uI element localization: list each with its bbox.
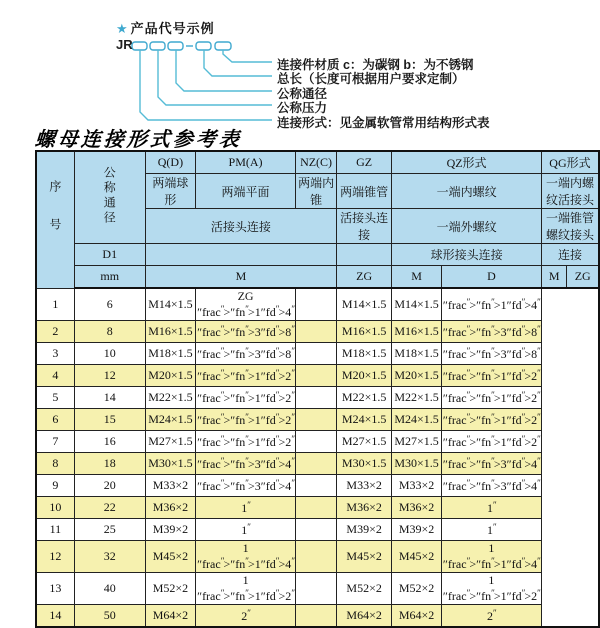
serial-cell: 4 xyxy=(36,365,74,387)
gz-thread-cell: 2″ xyxy=(196,605,296,628)
header-qz-connect: 球形接头连接 xyxy=(392,244,542,266)
qg-m-cell: M16×1.5 xyxy=(392,321,442,343)
dn-cell: 10 xyxy=(74,343,145,365)
serial-cell: 12 xyxy=(36,541,74,573)
serial-cell: 7 xyxy=(36,431,74,453)
gz-thread-cell: ″frac″>″fn″>3″fd″>8″ xyxy=(196,321,296,343)
header-thread-zg2: ZG xyxy=(567,266,599,289)
m-thread-cell: M22×1.5 xyxy=(145,387,195,409)
qz-d-cell: M30×1.5 xyxy=(337,453,392,475)
qg-zg-cell: ″frac″>″fn″>1″fd″>2″ xyxy=(441,409,541,431)
m-thread-cell: M64×2 xyxy=(145,605,195,628)
code-box-5 xyxy=(215,42,231,50)
label-nominal-pressure: 公称压力 xyxy=(277,101,328,115)
gz-thread-cell: 1 ″frac″>″fn″>1″fd″>2″ xyxy=(197,573,295,603)
qz-m-cell xyxy=(296,605,337,628)
header-nzc-desc: 两端内锥 xyxy=(296,174,337,209)
header-union-connect-2: 活接头连接 xyxy=(337,209,392,244)
header-group-qd: Q(D) xyxy=(145,151,195,174)
gz-thread-cell: ″frac″>″fn″>1″fd″>2″ xyxy=(196,431,296,453)
qg-m-cell: M24×1.5 xyxy=(392,409,442,431)
table-row xyxy=(36,519,599,541)
header-thread-m3: M xyxy=(541,266,567,289)
serial-cell: 2 xyxy=(36,321,74,343)
table-body xyxy=(36,288,599,627)
dn-cell: 18 xyxy=(74,453,145,475)
label-connector-material: 连接件材质 c：为碳钢 b：为不锈钢 xyxy=(277,58,474,72)
qz-m-cell xyxy=(296,573,337,605)
m-thread-cell: M39×2 xyxy=(145,519,195,541)
dn-cell: 32 xyxy=(74,541,145,573)
header-qg-desc2: 一端锥管螺纹接头 xyxy=(541,209,599,244)
header-group-gz: GZ xyxy=(337,151,392,174)
header-d1: D1 xyxy=(74,244,145,266)
serial-cell: 5 xyxy=(36,387,74,409)
code-box-4 xyxy=(196,42,211,50)
dn-cell: 6 xyxy=(74,288,145,321)
header-thread-m1: M xyxy=(145,266,336,289)
dn-cell: 25 xyxy=(74,519,145,541)
qg-zg-cell: ″frac″>″fn″>1″fd″>2″ xyxy=(441,431,541,453)
serial-cell: 11 xyxy=(36,519,74,541)
header-group-qz: QZ形式 xyxy=(392,151,542,174)
header-group-pma: PM(A) xyxy=(196,151,296,174)
header-qz-desc2: 一端外螺纹 xyxy=(392,209,542,244)
table-row xyxy=(36,288,599,321)
table-row xyxy=(36,321,599,343)
table-row xyxy=(36,541,599,573)
serial-cell: 14 xyxy=(36,605,74,628)
qz-m-cell xyxy=(296,541,337,573)
serial-cell: 13 xyxy=(36,573,74,605)
qg-zg-cell: ″frac″>″fn″>1″fd″>2″ xyxy=(441,365,541,387)
header-empty-2 xyxy=(337,244,392,266)
table-row xyxy=(36,475,599,497)
qz-d-cell: M16×1.5 xyxy=(337,321,392,343)
qg-zg-cell: ″frac″>″fn″>3″fd″>8″ xyxy=(441,321,541,343)
qz-d-cell: M52×2 xyxy=(337,573,392,605)
serial-cell: 3 xyxy=(36,343,74,365)
m-thread-cell: M27×1.5 xyxy=(145,431,195,453)
qg-m-cell: M27×1.5 xyxy=(392,431,442,453)
product-code-heading-text: 产品代号示例 xyxy=(130,21,215,36)
table-row xyxy=(36,365,599,387)
m-thread-cell: M33×2 xyxy=(145,475,195,497)
header-qd-desc: 两端球形 xyxy=(145,174,195,209)
qz-d-cell: M24×1.5 xyxy=(337,409,392,431)
qg-m-cell: M20×1.5 xyxy=(392,365,442,387)
header-pma-desc: 两端平面 xyxy=(196,174,296,209)
header-thread-m2: M xyxy=(392,266,442,289)
gz-thread-cell: 1″ xyxy=(196,497,296,519)
header-nominal-diameter: 公称通径 xyxy=(74,151,145,244)
table-row xyxy=(36,605,599,628)
qg-zg-cell: ″frac″>″fn″>3″fd″>4″ xyxy=(441,475,541,497)
gz-thread-cell: ″frac″>″fn″>3″fd″>4″ xyxy=(196,453,296,475)
header-qg-desc: 一端内螺纹活接头 xyxy=(541,174,599,209)
label-nominal-diameter: 公称通径 xyxy=(277,87,328,101)
qg-m-cell: M18×1.5 xyxy=(392,343,442,365)
table-row xyxy=(36,343,599,365)
table-row xyxy=(36,573,599,605)
qz-d-cell: M33×2 xyxy=(337,475,392,497)
header-group-qg: QG形式 xyxy=(541,151,599,174)
qz-d-cell: M14×1.5 xyxy=(337,288,392,321)
qz-d-cell: M36×2 xyxy=(337,497,392,519)
gz-thread-cell: ″frac″>″fn″>3″fd″>4″ xyxy=(196,475,296,497)
qz-m-cell xyxy=(296,343,337,365)
qg-m-cell: M45×2 xyxy=(392,541,442,573)
m-thread-cell: M16×1.5 xyxy=(145,321,195,343)
dn-cell: 15 xyxy=(74,409,145,431)
qz-m-cell xyxy=(296,497,337,519)
qg-zg-cell: ″frac″>″fn″>3″fd″>8″ xyxy=(441,343,541,365)
gz-thread-cell: ″frac″>″fn″>1″fd″>2″ xyxy=(196,409,296,431)
code-box-2 xyxy=(150,42,165,50)
serial-cell: 6 xyxy=(36,409,74,431)
dn-cell: 16 xyxy=(74,431,145,453)
serial-cell: 1 xyxy=(36,288,74,321)
qg-zg-cell: 1 ″frac″>″fn″>1″fd″>4″ xyxy=(442,541,540,571)
qz-m-cell xyxy=(296,365,337,387)
m-thread-cell: M45×2 xyxy=(145,541,195,573)
qg-m-cell: M14×1.5 xyxy=(392,288,442,321)
code-box-3 xyxy=(168,42,183,50)
qz-d-cell: M64×2 xyxy=(337,605,392,628)
serial-cell: 10 xyxy=(36,497,74,519)
qz-m-cell xyxy=(296,288,337,321)
qg-zg-cell: ″frac″>″fn″>3″fd″>4″ xyxy=(441,453,541,475)
m-thread-cell: M24×1.5 xyxy=(145,409,195,431)
header-qg-connect: 连接 xyxy=(541,244,599,266)
header-gz-desc: 两端锥管 xyxy=(337,174,392,209)
qz-m-cell xyxy=(296,321,337,343)
header-group-nzc: NZ(C) xyxy=(296,151,337,174)
table-row xyxy=(36,387,599,409)
qz-m-cell xyxy=(296,431,337,453)
table-row xyxy=(36,431,599,453)
qg-zg-cell: ″frac″>″fn″>1″fd″>2″ xyxy=(441,387,541,409)
dn-cell: 22 xyxy=(74,497,145,519)
qz-m-cell xyxy=(296,409,337,431)
qg-zg-cell: 1 ″frac″>″fn″>1″fd″>2″ xyxy=(442,573,540,603)
m-thread-cell: M14×1.5 xyxy=(145,288,195,321)
dn-cell: 50 xyxy=(74,605,145,628)
dn-cell: 14 xyxy=(74,387,145,409)
qz-d-cell: M22×1.5 xyxy=(337,387,392,409)
qz-d-cell: M45×2 xyxy=(337,541,392,573)
qz-m-cell xyxy=(296,453,337,475)
qg-m-cell: M33×2 xyxy=(392,475,442,497)
qg-m-cell: M52×2 xyxy=(392,573,442,605)
gz-thread-cell: 1 ″frac″>″fn″>1″fd″>4″ xyxy=(197,541,295,571)
serial-cell: 8 xyxy=(36,453,74,475)
code-prefix: JR xyxy=(116,37,133,52)
qg-m-cell: M64×2 xyxy=(392,605,442,628)
header-union-connect-1: 活接头连接 xyxy=(145,209,336,244)
label-total-length: 总长（长度可根据用户要求定制） xyxy=(277,72,465,86)
qz-d-cell: M39×2 xyxy=(337,519,392,541)
dn-cell: 40 xyxy=(74,573,145,605)
gz-thread-cell: ZG ″frac″>″fn″>1″fd″>4″ xyxy=(197,289,295,319)
m-thread-cell: M30×1.5 xyxy=(145,453,195,475)
label-connection-form: 连接形式：见金属软管常用结构形式表 xyxy=(277,116,490,130)
code-box-1 xyxy=(132,42,147,50)
m-thread-cell: M18×1.5 xyxy=(145,343,195,365)
qg-zg-cell: 2″ xyxy=(441,605,541,628)
gz-thread-cell: ″frac″>″fn″>1″fd″>2″ xyxy=(196,365,296,387)
header-qz-desc: 一端内螺纹 xyxy=(392,174,542,209)
header-serial: 序号 xyxy=(36,151,74,288)
gz-thread-cell: ″frac″>″fn″>1″fd″>2″ xyxy=(196,387,296,409)
header-empty-1 xyxy=(145,244,336,266)
m-thread-cell: M36×2 xyxy=(145,497,195,519)
serial-cell: 9 xyxy=(36,475,74,497)
qz-d-cell: M18×1.5 xyxy=(337,343,392,365)
qg-m-cell: M36×2 xyxy=(392,497,442,519)
qg-m-cell: M39×2 xyxy=(392,519,442,541)
m-thread-cell: M20×1.5 xyxy=(145,365,195,387)
header-mm: mm xyxy=(74,266,145,289)
product-code-heading xyxy=(116,18,215,37)
qz-m-cell xyxy=(296,519,337,541)
dn-cell: 12 xyxy=(74,365,145,387)
gz-thread-cell: ″frac″>″fn″>3″fd″>8″ xyxy=(196,343,296,365)
qg-zg-cell: ″frac″>″fn″>1″fd″>4″ xyxy=(441,288,541,321)
qg-zg-cell: 1″ xyxy=(441,519,541,541)
star-icon: ★ xyxy=(116,21,129,36)
qz-d-cell: M27×1.5 xyxy=(337,431,392,453)
gz-thread-cell: 1″ xyxy=(196,519,296,541)
table-row xyxy=(36,453,599,475)
header-thread-d: D xyxy=(441,266,541,289)
m-thread-cell: M52×2 xyxy=(145,573,195,605)
table-row xyxy=(36,409,599,431)
qz-m-cell xyxy=(296,475,337,497)
product-code-diagram xyxy=(0,0,600,130)
qg-m-cell: M30×1.5 xyxy=(392,453,442,475)
table-row xyxy=(36,497,599,519)
qg-m-cell: M22×1.5 xyxy=(392,387,442,409)
qg-zg-cell: 1″ xyxy=(441,497,541,519)
qz-m-cell xyxy=(296,387,337,409)
dn-cell: 20 xyxy=(74,475,145,497)
dn-cell: 8 xyxy=(74,321,145,343)
table-title: 螺母连接形式参考表 xyxy=(34,129,243,151)
qz-d-cell: M20×1.5 xyxy=(337,365,392,387)
nut-connection-table xyxy=(35,150,600,628)
header-thread-zg1: ZG xyxy=(337,266,392,289)
